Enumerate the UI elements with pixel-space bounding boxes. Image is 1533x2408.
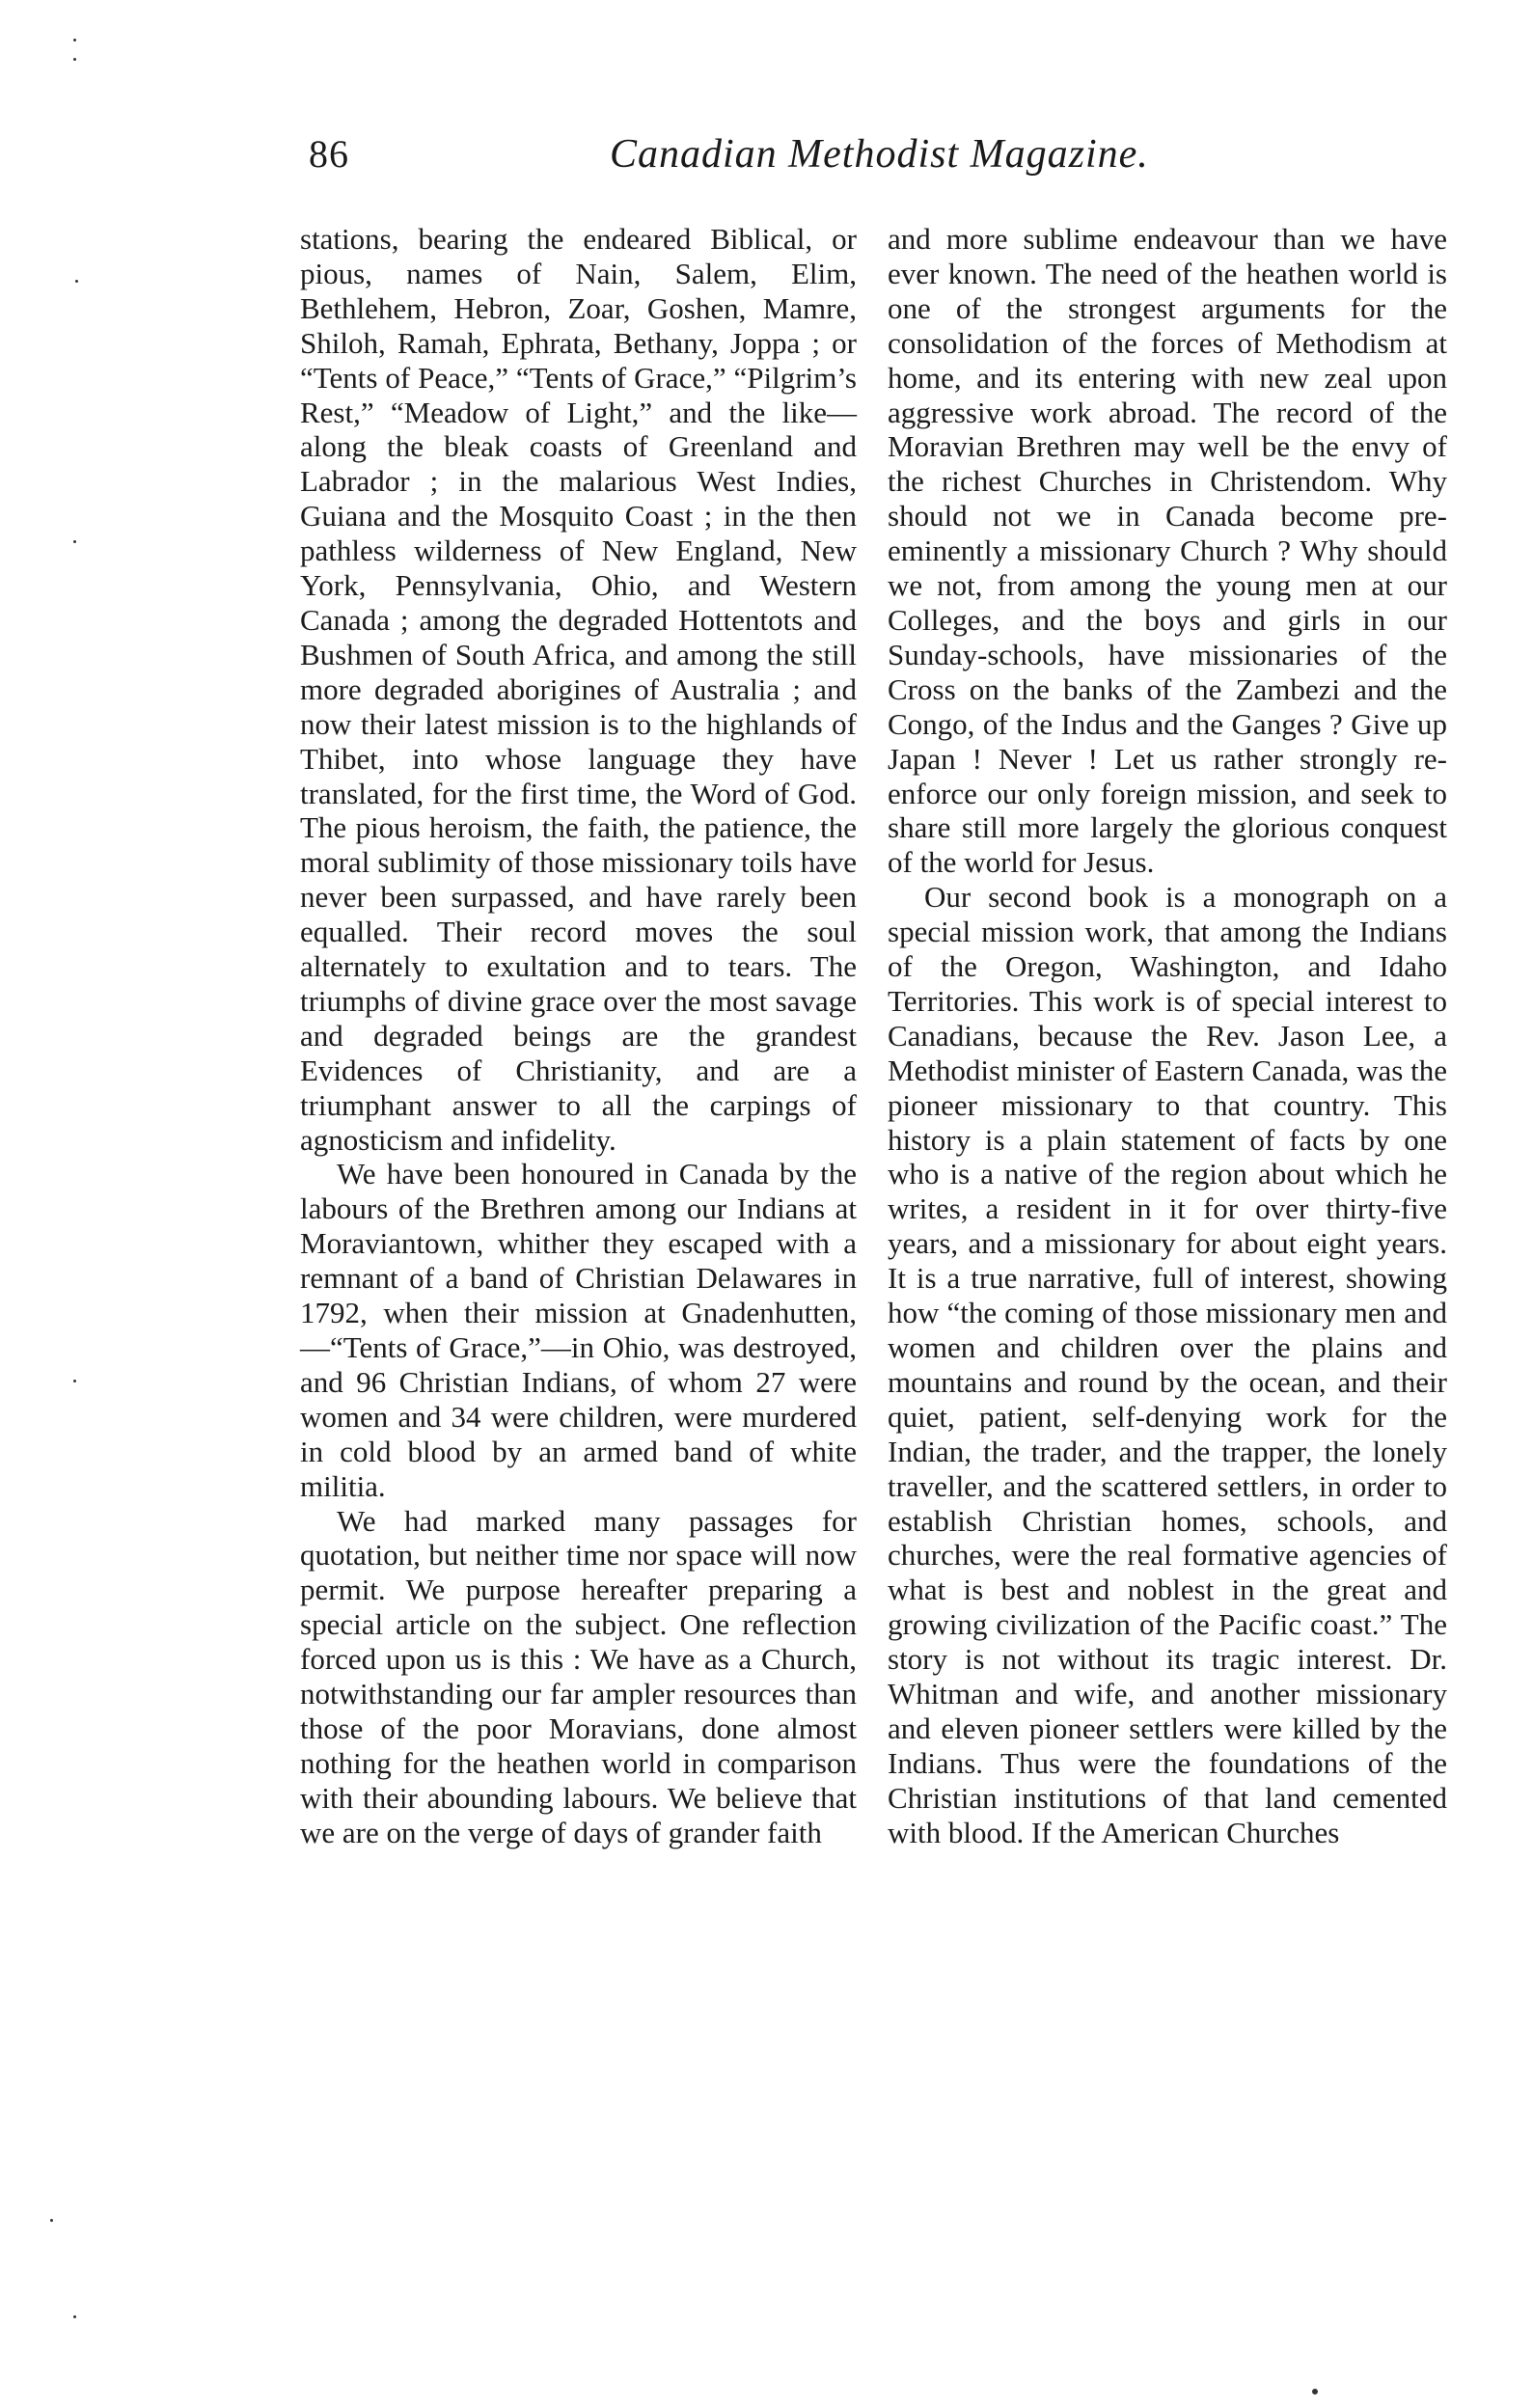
left-column bbox=[300, 222, 857, 1850]
right-column bbox=[888, 222, 1447, 1850]
left-paragraph-3: We had marked many passages for quotation, but neither time nor space will now permit. We purpose hereafter preparing a special article on the subject. One reflection forced upon us is this : We have as a Church, notwithstanding our far ampler resources than those of the poor Moravians, done almost nothing for the heathen world in comparison with their abounding labours. We believe that we are on the verge of days of grander faith bbox=[300, 1503, 857, 1849]
scan-speck bbox=[73, 58, 76, 61]
scan-speck bbox=[73, 540, 76, 543]
page-header bbox=[309, 131, 1273, 189]
scan-speck bbox=[73, 2315, 76, 2318]
page-number: 86 bbox=[309, 132, 349, 176]
scan-speck bbox=[1312, 2389, 1318, 2394]
left-paragraph-2: We have been honoured in Canada by the labours of the Brethren among our Indians at Moraviantown, whither they escaped with a remnant of a band of Christian Delawares in 1792, when their mission at Gnadenhutten,—“Tents of Grace,”—in Ohio, was destroyed, and 96 Christian Indians, of whom 27 were women and 34 were children, were murdered in cold blood by an armed band of white militia. bbox=[300, 1157, 857, 1503]
scan-speck bbox=[50, 2219, 53, 2222]
scan-speck bbox=[75, 280, 78, 283]
scan-speck bbox=[73, 39, 76, 41]
right-paragraph-2: Our second book is a monograph on a special mission work, that among the Indians of the Oregon, Washington, and Idaho Territories. This work is of special interest to Canadians, because the Rev. Jason Lee, a Methodist minister of Eastern Canada, was the pioneer missionary to that country. This history is a plain statement of facts by one who is a native of the region about which he writes, a resident in it for over thirty-five years, and a missionary for about eight years. It is a true narrative, full of interest, showing how “the coming of those missionary men and women and children over the plains and mountains and round by the ocean, and their quiet, patient, self-denying work for the Indian, the trader, and the trapper, the lonely traveller, and the scattered settlers, in order to establish Christian homes, schools, and churches, were the real formative agencies of what is best and noblest in the great and growing civilization of the Pacific coast.” The story is not without its tragic interest. Dr. Whitman and wife, and another missionary and eleven pioneer settlers were killed by the Indians. Thus were the foundations of the Christian institutions of that land cemented with blood. If the American Churches bbox=[888, 880, 1447, 1849]
running-title: Canadian Methodist Magazine. bbox=[610, 132, 1149, 177]
left-paragraph-1: stations, bearing the endeared Biblical, or pious, names of Nain, Salem, Elim, Bethlehem, Hebron, Zoar, Goshen, Mamre, Shiloh, Ramah, Ephrata, Bethany, Joppa ; or “Tents of Peace,” “Tents of Grace,” “Pilgrim’s Rest,” “Meadow of Light,” and the like—along the bleak coasts of Greenland and Labrador ; in the malarious West Indies, Guiana and the Mosquito Coast ; in the then pathless wilderness of New England, New York, Pennsylvania, Ohio, and Western Canada ; among the degraded Hottentots and Bushmen of South Africa, and among the still more degraded aborigines of Australia ; and now their latest mission is to the highlands of Thibet, into whose language they have translated, for the first time, the Word of God. The pious heroism, the faith, the patience, the moral sublimity of those missionary toils have never been surpassed, and have rarely been equalled. Their record moves the soul alternately to exultation and to tears. The triumphs of divine grace over the most savage and degraded beings are the grandest Evidences of Christianity, and are a triumphant answer to all the carpings of agnosticism and infidelity. bbox=[300, 222, 857, 1157]
scan-speck bbox=[73, 1380, 76, 1382]
right-paragraph-1: and more sublime endeavour than we have ever known. The need of the heathen world is one of the strongest arguments for the consolidation of the forces of Methodism at home, and its entering with new zeal upon aggressive work abroad. The record of the Moravian Brethren may well be the envy of the richest Churches in Christendom. Why should not we in Canada become pre-eminently a missionary Church ? Why should we not, from among the young men at our Colleges, and the boys and girls in our Sunday-schools, have missionaries of the Cross on the banks of the Zambezi and the Congo, of the Indus and the Ganges ? Give up Japan ! Never ! Let us rather strongly re-enforce our only foreign mission, and seek to share still more largely the glorious conquest of the world for Jesus. bbox=[888, 222, 1447, 880]
